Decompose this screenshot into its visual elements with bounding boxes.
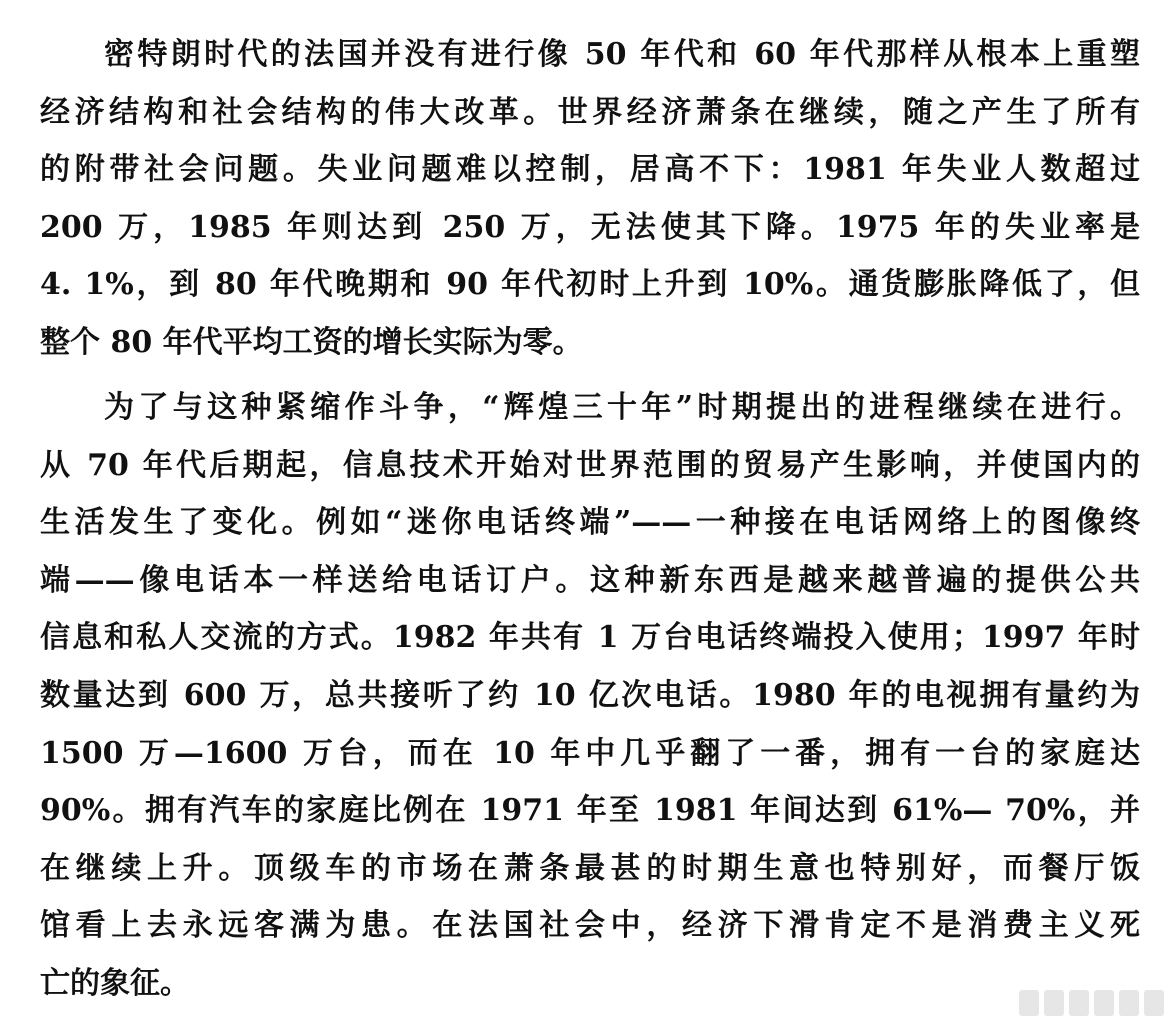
text-line: 整个 80 年代平均工资的增长实际为零。: [40, 324, 583, 360]
text-line: 的附带社会问题。失业问题难以控制，居高不下：1981 年失业人数超过: [40, 152, 1140, 188]
watermark-mark: [1069, 990, 1089, 1016]
text-line: 经济结构和社会结构的伟大改革。世界经济萧条在继续，随之产生了所有: [40, 94, 1140, 130]
text-line: 1500 万—1600 万台，而在 10 年中几乎翻了一番，拥有一台的家庭达: [40, 735, 1140, 771]
watermark-mark: [1144, 990, 1164, 1016]
text-line: 200 万，1985 年则达到 250 万，无法使其下降。1975 年的失业率是: [40, 209, 1140, 245]
text-line: 亡的象征。: [40, 965, 190, 1001]
watermark-mark: [1019, 990, 1039, 1016]
watermark-mark: [1094, 990, 1114, 1016]
paragraph-2: [40, 379, 1140, 1013]
text-line: 在继续上升。顶级车的市场在萧条最甚的时期生意也特别好，而餐厅饭: [40, 850, 1140, 886]
text-line: 端——像电话本一样送给电话订户。这种新东西是越来越普遍的提供公共: [40, 562, 1140, 598]
watermark-mark: [1119, 990, 1139, 1016]
text-line: 从 70 年代后期起，信息技术开始对世界范围的贸易产生影响，并使国内的: [40, 447, 1140, 483]
watermark: [1019, 990, 1164, 1016]
text-line: 信息和私人交流的方式。1982 年共有 1 万台电话终端投入使用；1997 年时: [40, 620, 1140, 656]
text-line: 90%。拥有汽车的家庭比例在 1971 年至 1981 年间达到 61%— 70%，并: [40, 793, 1140, 829]
text-line: 密特朗时代的法国并没有进行像 50 年代和 60 年代那样从根本上重塑: [104, 37, 1140, 72]
paragraph-1: [40, 26, 1140, 372]
watermark-mark: [1044, 990, 1064, 1016]
text-line: 4. 1%，到 80 年代晚期和 90 年代初时上升到 10%。通货膨胀降低了，但: [40, 267, 1140, 303]
text-line: 数量达到 600 万，总共接听了约 10 亿次电话。1980 年的电视拥有量约为: [40, 677, 1140, 713]
text-line: 馆看上去永远客满为患。在法国社会中，经济下滑肯定不是消费主义死: [40, 908, 1140, 944]
text-line: 为了与这种紧缩作斗争，“辉煌三十年”时期提出的进程继续在进行。: [104, 390, 1140, 425]
text-line: 生活发生了变化。例如“迷你电话终端”——一种接在电话网络上的图像终: [40, 505, 1140, 541]
